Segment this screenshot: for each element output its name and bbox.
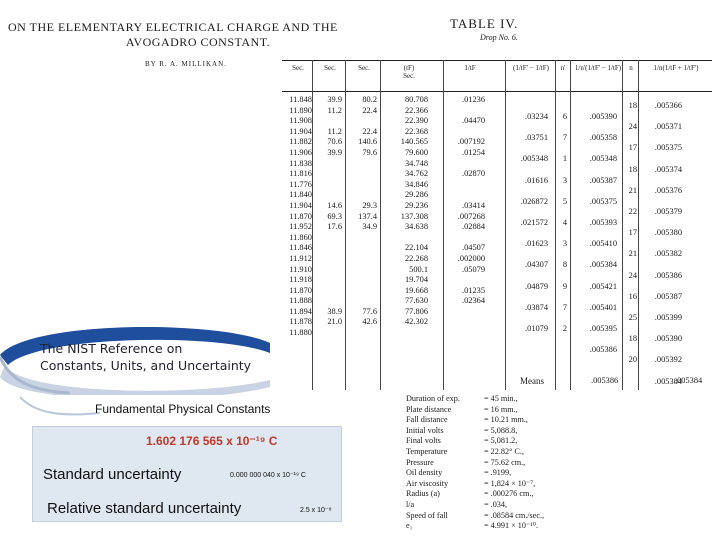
table-cell: .026872 (520, 196, 548, 206)
table-cell (388, 233, 428, 244)
column-ratio1 (575, 106, 617, 360)
parameter-row (406, 458, 544, 469)
nist-reference-heading (40, 340, 251, 374)
table-cell: .03874 (524, 302, 548, 312)
table-cell (312, 180, 342, 191)
table-cell (312, 265, 342, 276)
table-cell: 21 (628, 185, 637, 195)
table-cell (344, 296, 377, 307)
table-cell: 77.630 (404, 296, 428, 306)
table-cell: .005384 (654, 376, 682, 386)
table-cell: 70.6 (327, 137, 342, 147)
table-cell: .02870 (461, 169, 485, 179)
table-cell: 14.6 (327, 200, 342, 210)
means-label: Means (520, 376, 544, 386)
table-cell: 11.890 (289, 105, 312, 115)
table-cell: 11.894 (289, 306, 312, 316)
header-text: 1/n(1/tF + 1/tF') (653, 64, 699, 72)
table-cell (445, 127, 485, 138)
table-cell: 25 (628, 313, 637, 323)
standard-uncertainty-value: 0.000 000 040 x 10⁻¹⁹ C (230, 472, 306, 479)
table-cell: .005371 (654, 122, 682, 132)
table-subtitle: Drop No. 6. (480, 33, 518, 42)
table-cell: 140.6 (358, 137, 377, 147)
table-cell: 137.4 (358, 211, 377, 221)
parameter-key: Plate distance (406, 404, 452, 414)
table-cell (312, 254, 342, 265)
table-cell: .02884 (461, 222, 485, 232)
table-cell: 11.906 (289, 147, 312, 157)
table-cell: .005395 (589, 324, 617, 334)
table-cell: 140.565 (400, 137, 428, 147)
table-cell: .03414 (461, 200, 485, 210)
table-cell: .05079 (461, 264, 485, 274)
means-ratio1: .005386 (591, 376, 619, 385)
table-cell: 18 (628, 334, 637, 344)
table-cell: 19.704 (404, 275, 428, 285)
parameter-key: Fall distance (406, 415, 448, 425)
table-cell: 29.3 (362, 200, 377, 210)
table-cell: 17 (628, 143, 637, 153)
table-cell: .005392 (654, 355, 682, 365)
table-cell: 34.638 (404, 222, 428, 232)
header-tf (392, 64, 426, 80)
table-cell: .005390 (654, 334, 682, 344)
table-cell (344, 328, 377, 339)
table-cell: 21.0 (327, 317, 342, 327)
table-cell: 11.904 (289, 200, 312, 210)
table-cell: 24 (628, 270, 637, 280)
table-cell: .005375 (589, 196, 617, 206)
table-cell: .005387 (654, 291, 682, 301)
table-cell (344, 190, 377, 201)
parameter-row (406, 521, 544, 532)
table-cell: .005386 (589, 345, 617, 355)
table-cell: 39.9 (327, 95, 342, 104)
parameter-value: = 5,081.2, (484, 436, 518, 446)
table-cell (445, 275, 485, 286)
parameter-key: e₁ (406, 521, 413, 531)
header-inv-tf (455, 64, 485, 72)
table-cell: 24 (628, 122, 637, 132)
parameter-value: = 16 mm., (484, 404, 518, 414)
parameter-value: = 45 min., (484, 394, 518, 403)
table-cell: .04307 (524, 260, 548, 270)
table-cell (445, 233, 485, 244)
table-cell: 11.838 (289, 158, 312, 168)
header-text: n' (560, 64, 566, 72)
table-cell: 29.236 (404, 200, 428, 210)
table-cell (445, 180, 485, 191)
column-sec1 (282, 95, 312, 339)
nist-heading-line1: The NIST Reference on (40, 341, 183, 356)
table-cell (312, 190, 342, 201)
table-cell: 11.870 (289, 211, 312, 221)
table-cell (344, 180, 377, 191)
header-text: Sec. (292, 64, 304, 72)
parameter-row (406, 426, 544, 437)
header-n (626, 64, 636, 72)
elementary-charge-value: 1.602 176 565 x 10⁻¹⁹ C (146, 434, 278, 448)
table-cell: .04879 (524, 281, 548, 291)
table-cell (445, 307, 485, 318)
table-cell: 22.4 (362, 105, 377, 115)
table-cell (344, 275, 377, 286)
relative-uncertainty-label: Relative standard uncertainty (47, 500, 242, 517)
table-cell: .005382 (654, 249, 682, 259)
means-ratio2: .005384 (675, 376, 703, 385)
table-cell (445, 159, 485, 170)
table-cell (312, 169, 342, 180)
table-cell: .04507 (461, 243, 485, 253)
parameter-value: = 4.991 × 10⁻¹⁰. (484, 521, 539, 531)
rule (443, 60, 444, 390)
parameter-row (406, 415, 544, 426)
parameter-key: l/a (406, 499, 415, 509)
table-cell: .007192 (457, 137, 485, 147)
table-cell: .005374 (654, 164, 682, 174)
parameter-key: Pressure (406, 457, 434, 467)
table-cell: 11.888 (289, 296, 312, 306)
parameter-key: Duration of exp. (406, 394, 460, 403)
table-cell: 17 (628, 228, 637, 238)
table-cell: 16 (628, 291, 637, 301)
header-text: Sec. (358, 64, 370, 72)
column-inv-tf (445, 95, 485, 317)
table-cell: .005366 (654, 101, 682, 110)
table-cell: .04470 (461, 116, 485, 126)
table-cell: 11.952 (289, 222, 312, 232)
table-cell (445, 106, 485, 117)
parameter-row (406, 489, 544, 500)
table-cell: .005390 (589, 112, 617, 121)
header-nprime (558, 64, 568, 72)
table-cell: 1 (562, 154, 567, 164)
table-cell: .005401 (589, 302, 617, 312)
table-cell (312, 275, 342, 286)
table-cell: 77.806 (404, 306, 428, 316)
table-cell: 29.286 (404, 190, 428, 200)
column-tf (388, 95, 428, 339)
paper-title (8, 20, 388, 50)
parameter-row (406, 447, 544, 458)
table-cell: 34.9 (362, 222, 377, 232)
column-nprime (555, 106, 567, 339)
header-text: (tF) (403, 64, 415, 72)
relative-uncertainty-value: 2.5 x 10⁻⁸ (300, 507, 332, 514)
table-cell: 11.840 (289, 190, 312, 200)
table-cell: 18 (628, 101, 637, 110)
standard-uncertainty-label: Standard uncertainty (43, 466, 182, 483)
table-cell: 11.878 (289, 317, 312, 327)
table-cell: .005379 (654, 207, 682, 217)
table-cell: .005386 (654, 270, 682, 280)
table-cell: .021572 (520, 218, 548, 228)
table-cell: 22.268 (404, 253, 428, 263)
parameter-row (406, 468, 544, 479)
table-cell (344, 169, 377, 180)
table-cell: 11.904 (289, 126, 312, 136)
table-cell (312, 233, 342, 244)
table-cell: 22.104 (404, 243, 428, 253)
paper-title-line2: AVOGADRO CONSTANT. (125, 35, 271, 49)
table-cell: .01079 (524, 324, 548, 334)
table-cell: 21 (628, 249, 637, 259)
table-cell: .005393 (589, 218, 617, 228)
table-cell (312, 159, 342, 170)
table-cell: 22.368 (404, 126, 428, 136)
table-cell: .005376 (654, 185, 682, 195)
table-cell: 7 (562, 302, 567, 312)
table-cell: 2 (562, 324, 567, 334)
parameter-value: = 22.82° C., (484, 446, 524, 456)
table-cell: 11.846 (289, 243, 312, 253)
table-cell: 22 (628, 207, 637, 217)
table-title: TABLE IV. (450, 16, 519, 31)
header-text: n (629, 64, 633, 72)
table-cell: 500.1 (409, 264, 428, 274)
header-ratio1 (574, 64, 622, 72)
table-cell: .005421 (589, 281, 617, 291)
table-cell: .01254 (461, 147, 485, 157)
table-cell: .005380 (654, 228, 682, 238)
table-cell (344, 233, 377, 244)
rule (622, 60, 623, 390)
table-cell: 34.748 (404, 158, 428, 168)
table-cell (388, 328, 428, 339)
table-cell: .02364 (461, 296, 485, 306)
rule (380, 60, 381, 390)
parameter-row (406, 500, 544, 511)
table-cell: .03751 (524, 133, 548, 143)
table-cell: 22.366 (404, 105, 428, 115)
table-cell: 42.6 (362, 317, 377, 327)
table-cell: 8 (562, 260, 567, 270)
table-cell (344, 254, 377, 265)
rule (505, 60, 506, 390)
parameter-value: = 5,088.8, (484, 425, 518, 435)
table-cell: .01236 (461, 95, 485, 104)
parameter-value: = 10.21 mm., (484, 415, 528, 425)
parameter-value: = 1,824 × 10⁻⁷, (484, 478, 536, 488)
table-cell: 18 (628, 164, 637, 174)
table-cell: .01623 (524, 239, 548, 249)
table-cell: 77.6 (362, 306, 377, 316)
table-cell: 11.776 (289, 179, 312, 189)
table-cell: .005387 (589, 175, 617, 185)
table-cell (344, 116, 377, 127)
header-text: 1/n'(1/tF' − 1/tF) (574, 64, 622, 72)
parameter-value: = .000276 cm., (484, 489, 534, 499)
table-cell: 3 (562, 175, 567, 185)
table-cell: 38.9 (327, 306, 342, 316)
table-cell: .005399 (654, 313, 682, 323)
table-cell: 6 (562, 112, 567, 121)
table-cell (445, 190, 485, 201)
table-cell: 11.912 (289, 253, 312, 263)
table-cell: .01616 (524, 175, 548, 185)
rule (555, 60, 556, 390)
table-cell: 34.762 (404, 169, 428, 179)
table-cell: 11.918 (289, 275, 312, 285)
table-cell: 7 (562, 133, 567, 143)
table-cell: 11.860 (289, 232, 312, 242)
parameter-row (406, 436, 544, 447)
table-cell: 11.816 (289, 169, 312, 179)
rule (638, 60, 639, 390)
table-cell: .002000 (457, 253, 485, 263)
column-n (623, 95, 637, 371)
rule (570, 60, 571, 390)
column-sec3 (344, 95, 377, 339)
table-cell (344, 286, 377, 297)
rule (345, 60, 346, 390)
parameter-value: = .034, (484, 499, 508, 509)
table-cell: 11.2 (327, 105, 342, 115)
header-text: Sec. (403, 72, 415, 80)
table-cell: 11.882 (289, 137, 312, 147)
parameter-key: Air viscosity (406, 478, 449, 488)
byline: BY R. A. MILLIKAN. (145, 60, 227, 68)
table-cell: .005375 (654, 143, 682, 153)
table-cell: 80.2 (362, 95, 377, 104)
parameter-key: Oil density (406, 468, 443, 478)
table-cell: 19.668 (404, 285, 428, 295)
header-text: 1/tF (464, 64, 476, 72)
header-ratio2 (640, 64, 712, 72)
table-cell (312, 116, 342, 127)
header-sec1 (286, 64, 310, 72)
parameter-key: Final volts (406, 436, 441, 446)
table-cell: 4 (562, 218, 567, 228)
table-cell: 11.870 (289, 285, 312, 295)
column-ratio2 (640, 95, 682, 392)
header-text: Sec. (324, 64, 336, 72)
parameter-row (406, 405, 544, 416)
table-cell: 5 (562, 196, 567, 206)
header-text: (1/tF' − 1/tF) (513, 64, 549, 72)
parameter-value: = 75.62 cm., (484, 457, 526, 467)
table-cell: 11.848 (289, 95, 312, 104)
table-cell: .005384 (589, 260, 617, 270)
table-cell: 22.4 (362, 126, 377, 136)
column-diff (508, 106, 548, 339)
parameter-key: Radius (a) (406, 489, 440, 499)
table-cell (312, 243, 342, 254)
table-cell: 22.390 (404, 116, 428, 126)
header-sec2 (318, 64, 342, 72)
table-cell (344, 265, 377, 276)
table-cell: 17.6 (327, 222, 342, 232)
table-cell: .005348 (589, 154, 617, 164)
table-cell (312, 286, 342, 297)
table-cell: 20 (628, 355, 637, 365)
column-sec2 (312, 95, 342, 339)
table-cell: 11.908 (289, 116, 312, 126)
nist-subtitle: Fundamental Physical Constants (95, 402, 271, 416)
parameter-value: = .9199, (484, 468, 512, 478)
table-cell: 11.2 (327, 126, 342, 136)
swoosh-decor (20, 395, 100, 420)
table-cell: 79.600 (404, 147, 428, 157)
paper-title-line1: ON THE ELEMENTARY ELECTRICAL CHARGE AND THE (8, 20, 338, 34)
table-cell (344, 243, 377, 254)
table-cell: .03234 (524, 112, 548, 121)
table-cell (312, 296, 342, 307)
parameter-row (406, 479, 544, 490)
table-cell: 34.846 (404, 179, 428, 189)
parameter-value: = .08584 cm./sec., (484, 510, 545, 520)
experiment-parameters (406, 394, 544, 532)
table-cell: 9 (562, 281, 567, 291)
table-cell: 11.880 (289, 328, 312, 338)
header-diff (508, 64, 554, 72)
table-cell: .005410 (589, 239, 617, 249)
nist-heading-line2: Constants, Units, and Uncertainty (40, 358, 252, 373)
header-sec3 (352, 64, 376, 72)
table-cell: 79.6 (362, 147, 377, 157)
table-cell: .007268 (457, 211, 485, 221)
table-cell: 11.910 (289, 264, 312, 274)
table-cell: 69.3 (327, 211, 342, 221)
table-cell: 137.308 (400, 211, 428, 221)
parameter-key: Speed of fall (406, 510, 448, 520)
parameter-row (406, 511, 544, 522)
parameter-key: Temperature (406, 446, 448, 456)
table-cell (344, 159, 377, 170)
table-cell: 42.302 (404, 317, 428, 327)
rule (312, 60, 313, 390)
table-cell: .005358 (589, 133, 617, 143)
table-cell: 39.9 (327, 147, 342, 157)
table-cell: 80.708 (404, 95, 428, 104)
table-cell: 3 (562, 239, 567, 249)
table-cell (312, 328, 342, 339)
table-cell: .01235 (461, 285, 485, 295)
table-cell: .005348 (520, 154, 548, 164)
parameter-key: Initial volts (406, 425, 444, 435)
parameter-row (406, 394, 544, 405)
